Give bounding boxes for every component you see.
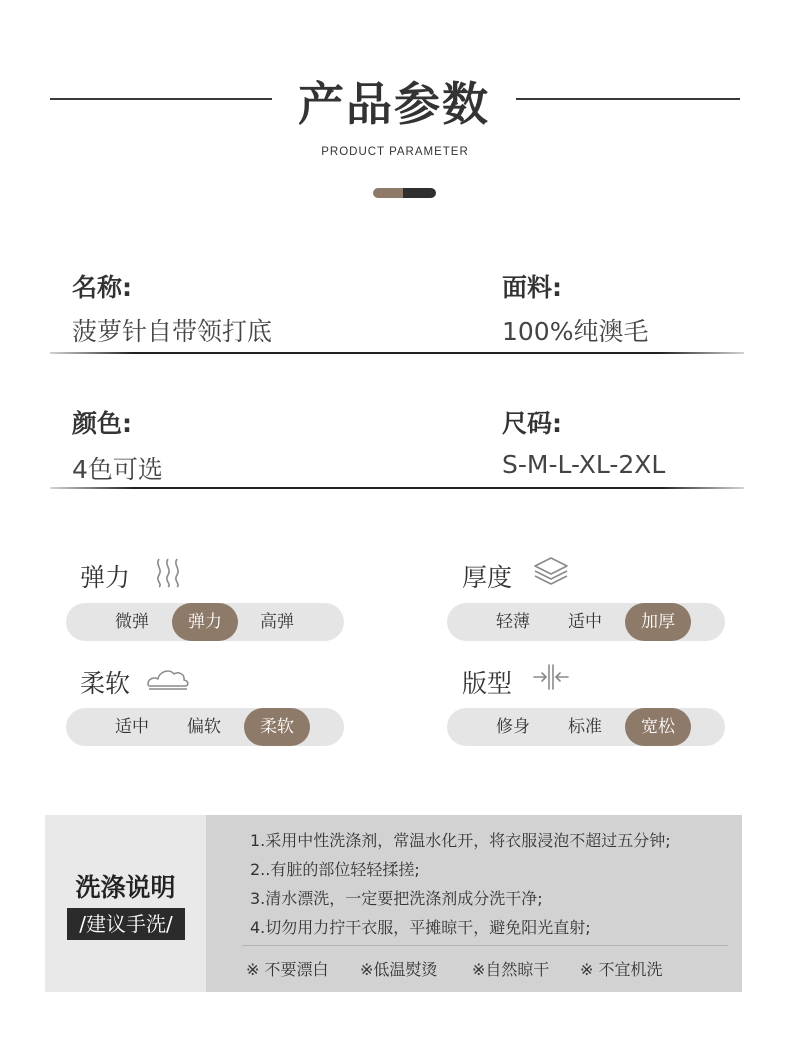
washing-separator xyxy=(242,945,728,946)
thickness-option-1[interactable]: 轻薄 xyxy=(496,612,530,632)
param-label-size: 尺码: xyxy=(502,409,562,438)
param-value-color: 4色可选 xyxy=(72,455,163,484)
param-label-name: 名称: xyxy=(72,273,132,302)
elasticity-selector xyxy=(66,603,344,641)
washing-note-3: ※自然晾干 xyxy=(472,960,550,979)
title-line-right xyxy=(516,98,740,100)
param-value-name: 菠萝针自带领打底 xyxy=(72,317,273,346)
param-divider-1 xyxy=(50,352,744,354)
washing-item-4: 4.切勿用力拧干衣服，平摊晾干，避免阳光直射; xyxy=(250,918,591,937)
softness-option-3-selected[interactable]: 柔软 xyxy=(244,708,310,746)
washing-subtitle: /建议手洗/ xyxy=(67,908,185,940)
washing-item-3: 3.清水漂洗，一定要把洗涤剂成分洗干净; xyxy=(250,889,543,908)
elasticity-option-3[interactable]: 高弹 xyxy=(260,612,294,632)
elasticity-option-1[interactable]: 微弹 xyxy=(115,612,149,632)
softness-option-2[interactable]: 偏软 xyxy=(187,717,221,737)
attr-name-fit: 版型 xyxy=(462,669,513,698)
fit-option-1[interactable]: 修身 xyxy=(496,717,530,737)
page-title: 产品参数 xyxy=(298,77,490,131)
param-value-size: S-M-L-XL-2XL xyxy=(502,450,666,479)
arrows-inward-icon xyxy=(532,662,570,692)
attr-name-softness: 柔软 xyxy=(80,669,131,698)
cloud-icon xyxy=(145,664,191,692)
page-subtitle: PRODUCT PARAMETER xyxy=(321,146,469,158)
thickness-option-2[interactable]: 适中 xyxy=(568,612,602,632)
softness-option-1[interactable]: 适中 xyxy=(115,717,149,737)
fit-selector xyxy=(447,708,725,746)
param-divider-2 xyxy=(50,487,744,489)
attr-name-elasticity: 弹力 xyxy=(80,563,131,592)
layers-icon xyxy=(532,556,570,588)
washing-item-2: 2..有脏的部位轻轻揉搓; xyxy=(250,860,420,879)
param-value-fabric: 100%纯澳毛 xyxy=(502,317,649,346)
wave-lines-icon xyxy=(154,557,184,589)
attr-name-thickness: 厚度 xyxy=(462,563,513,592)
softness-selector xyxy=(66,708,344,746)
param-label-fabric: 面料: xyxy=(502,273,562,302)
param-label-color: 颜色: xyxy=(72,409,132,438)
fit-option-2[interactable]: 标准 xyxy=(568,717,602,737)
header xyxy=(0,62,790,142)
washing-note-4: ※ 不宜机洗 xyxy=(580,960,663,979)
fit-option-3-selected[interactable]: 宽松 xyxy=(625,708,691,746)
washing-item-1: 1.采用中性洗涤剂，常温水化开，将衣服浸泡不超过五分钟; xyxy=(250,831,671,850)
decorative-pill xyxy=(373,188,436,198)
washing-note-2: ※低温熨烫 xyxy=(360,960,438,979)
washing-note-1: ※ 不要漂白 xyxy=(246,960,329,979)
thickness-option-3-selected[interactable]: 加厚 xyxy=(625,603,691,641)
washing-title: 洗涤说明 xyxy=(75,873,176,902)
elasticity-option-2-selected[interactable]: 弹力 xyxy=(172,603,238,641)
thickness-selector xyxy=(447,603,725,641)
title-line-left xyxy=(50,98,272,100)
